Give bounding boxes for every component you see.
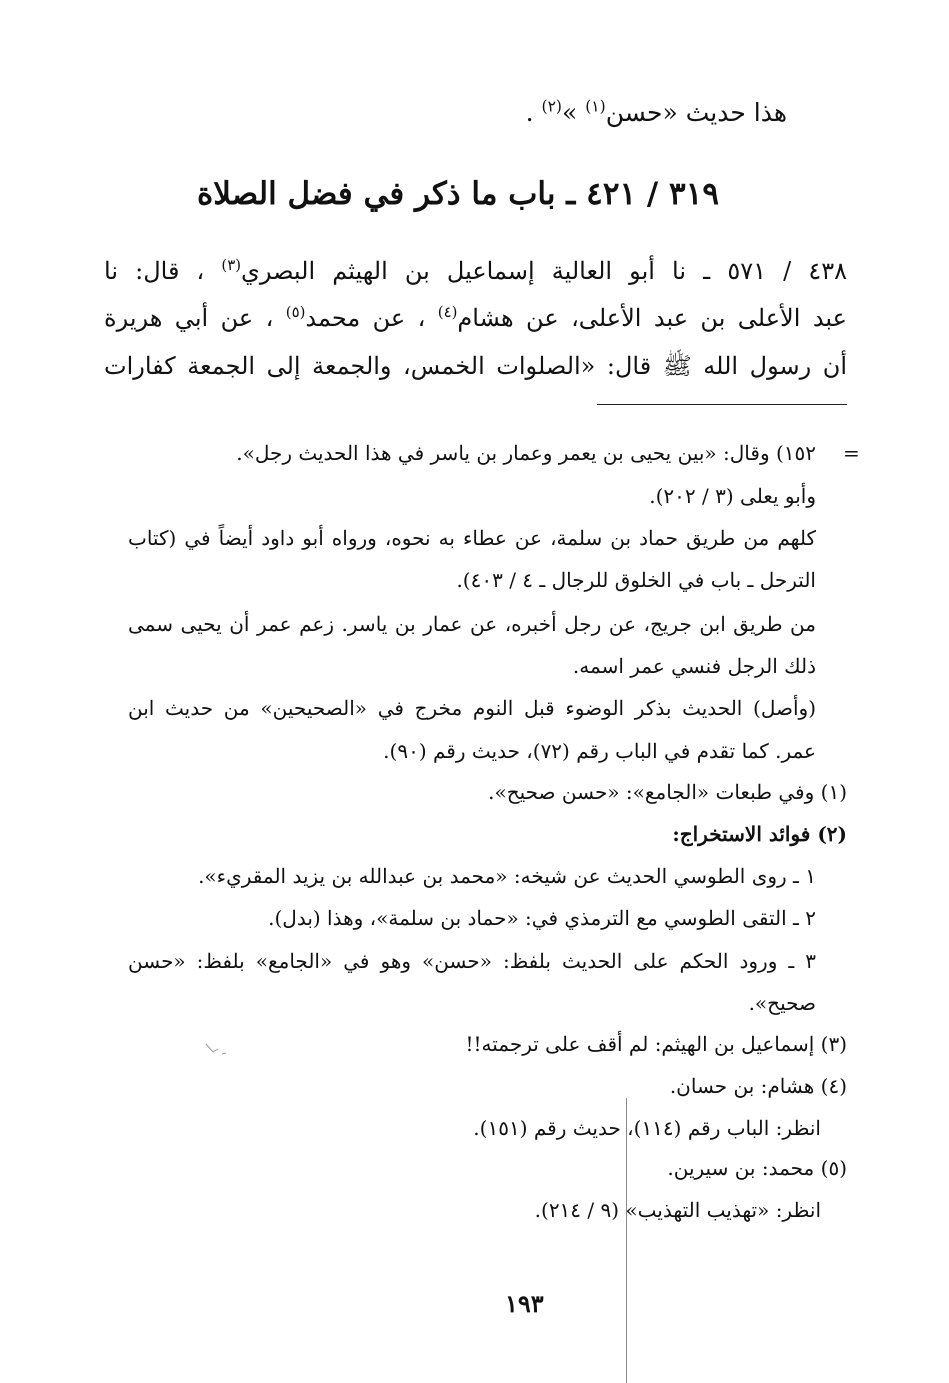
footnote-line: ١ ـ روى الطوسي الحديث عن شيخه: «محمد بن عبدالله بن يزيد المقريء». xyxy=(198,864,816,888)
footnote-ref-4: (٤) xyxy=(437,303,458,321)
footnote-line: ٣ ـ ورود الحكم على الحديث بلفظ: «حسن» وهو في «الجامع» بلفظ: «حسن xyxy=(128,949,816,973)
footnote-2-heading: (٢) فوائد الاستخراج: xyxy=(672,822,847,846)
footnote-line: وأبو يعلى (٣ / ٢٠٢). xyxy=(649,484,816,508)
hadith-line-2-a: عبد الأعلى بن عبد الأعلى، عن هشام xyxy=(457,304,847,332)
footnote-ref-5: (٥) xyxy=(285,303,306,321)
footnote-4: (٤) هشام: بن حسان. xyxy=(669,1074,847,1098)
hadith-line-2-b: ، عن محمد xyxy=(305,304,438,332)
closing-line xyxy=(525,97,787,127)
hadith-line-1-b: ، قال: نا xyxy=(104,257,222,285)
closing-quote: » xyxy=(561,98,586,127)
scan-fold-line xyxy=(626,1098,627,1383)
footnote-line: انظر: الباب رقم (١١٤)، حديث رقم (١٥١). xyxy=(473,1116,821,1140)
footnote-ref-3: (٣) xyxy=(221,256,242,274)
footnote-5: (٥) محمد: بن سيرين. xyxy=(667,1156,847,1180)
footnote-line: عمر. كما تقدم في الباب رقم (٧٢)، حديث رقم (٩٠). xyxy=(383,739,816,763)
hadith-line-1-a: ٤٣٨ / ٥٧١ ـ نا أبو العالية إسماعيل بن الهيثم البصري xyxy=(241,257,848,285)
footnote-line: انظر: «تهذيب التهذيب» (٩ / ٢١٤). xyxy=(534,1198,821,1222)
closing-line-text: هذا حديث «حسن xyxy=(605,98,787,127)
page-number: ١٩٣ xyxy=(505,1289,544,1318)
footnote-line: ٢ ـ التقى الطوسي مع الترمذي في: «حماد بن سلمة»، وهذا (بدل). xyxy=(268,906,816,930)
continuation-mark: = xyxy=(843,441,860,465)
footnote-separator xyxy=(597,404,847,405)
footnote-line: ١٥٢) وقال: «بين يحيى بن يعمر وعمار بن ياسر في هذا الحديث رجل». xyxy=(236,441,816,465)
hadith-line-1 xyxy=(104,256,848,285)
closing-period: . xyxy=(525,98,542,127)
footnote-line: (وأصل) الحديث بذكر الوضوء قبل النوم مخرج في «الصحيحين» من حديث ابن xyxy=(128,696,816,720)
footnote-1: (١) وفي طبعات «الجامع»: «حسن صحيح». xyxy=(488,780,847,804)
hadith-line-2 xyxy=(104,303,847,332)
footnote-line: صحيح». xyxy=(748,991,816,1015)
footnote-line: من طريق ابن جريج، عن رجل أخبره، عن عمار بن ياسر. زعم عمر أن يحيى سمى xyxy=(128,612,816,636)
footnote-line: كلهم من طريق حماد بن سلمة، عن عطاء به نحوه، ورواه أبو داود أيضاً في (كتاب xyxy=(128,526,816,550)
stray-ink-mark xyxy=(204,1040,230,1058)
hadith-line-3: أن رسول الله ﷺ قال: «الصلوات الخمس، والجمعة إلى الجمعة كفارات xyxy=(104,352,847,380)
footnote-line: ذلك الرجل فنسي عمر اسمه. xyxy=(572,654,816,678)
footnote-line: الترحل ـ باب في الخلوق للرجال ـ ٤ / ٤٠٣). xyxy=(456,568,816,592)
footnote-ref-1: (١) xyxy=(585,97,606,116)
footnote-3: (٣) إسماعيل بن الهيثم: لم أقف على ترجمته!! xyxy=(465,1032,847,1056)
footnote-ref-2: (٢) xyxy=(541,97,562,116)
chapter-heading: ٣١٩ / ٤٢١ ـ باب ما ذكر في فضل الصلاة xyxy=(197,176,719,212)
hadith-line-2-c: ، عن أبي هريرة xyxy=(104,304,286,332)
